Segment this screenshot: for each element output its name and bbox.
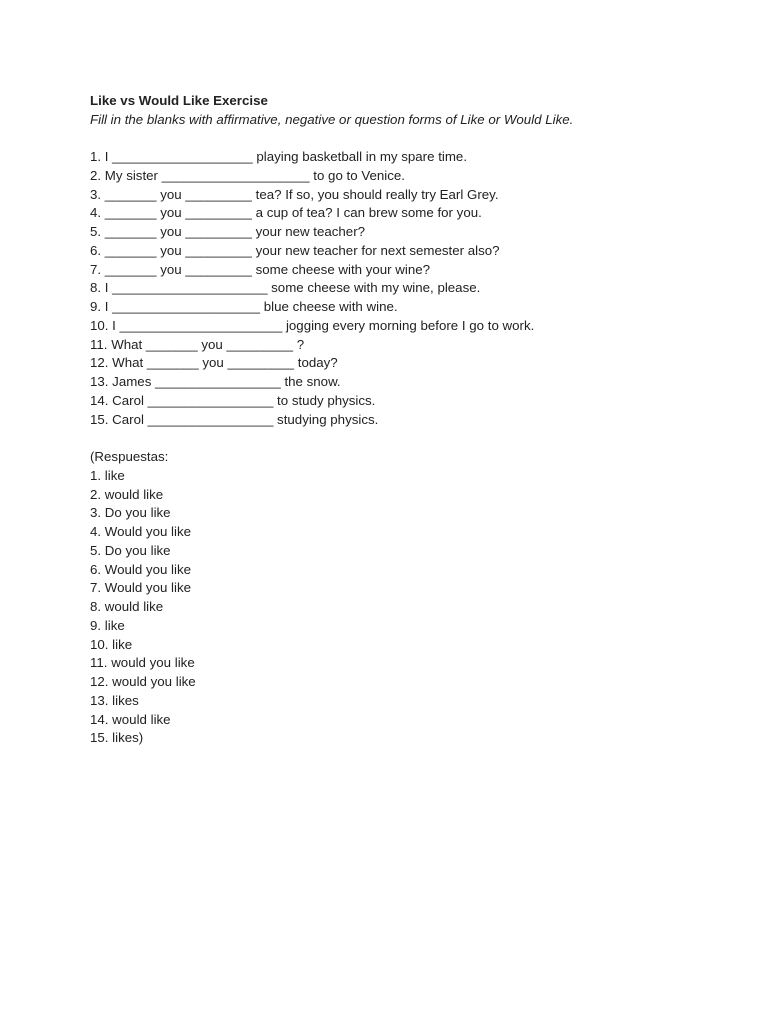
- answers-header: (Respuestas:: [90, 449, 169, 464]
- exercise-item: 11. What _______ you _________ ?: [90, 336, 305, 352]
- answer-item: 6. Would you like: [90, 561, 192, 577]
- exercise-item: 5. _______ you _________ your new teacher?: [90, 224, 366, 239]
- answer-item: 4. Would you like: [90, 524, 192, 539]
- exercise-item: 9. I ____________________ blue cheese with wine.: [90, 299, 398, 314]
- answer-item: 14. would like: [90, 711, 171, 727]
- exercise-item: 3. _______ you _________ tea? If so, you should really try Earl Grey.: [90, 186, 499, 202]
- answer-item: 15. likes): [90, 730, 144, 746]
- document-title: Like vs Would Like Exercise: [90, 93, 268, 108]
- answer-list: [90, 448, 730, 748]
- answer-item: 8. would like: [90, 599, 164, 614]
- answer-item: 11. would you like: [90, 655, 195, 671]
- exercise-item: 10. I ______________________ jogging every morning before I go to work.: [90, 317, 535, 333]
- section-spacer: [90, 429, 730, 448]
- answer-item: 3. Do you like: [90, 505, 171, 521]
- exercise-item: 13. James _________________ the snow.: [90, 374, 341, 389]
- exercise-item: 14. Carol _________________ to study physics.: [90, 392, 376, 408]
- exercise-item: 15. Carol _________________ studying physics.: [90, 411, 379, 427]
- document-page: [90, 91, 730, 748]
- answer-item: 5. Do you like: [90, 542, 171, 558]
- exercise-item: 6. _______ you _________ your new teacher for next semester also?: [90, 242, 500, 258]
- answer-item: 13. likes: [90, 692, 139, 708]
- exercise-item: 2. My sister ____________________ to go to Venice.: [90, 167, 405, 183]
- answer-item: 7. Would you like: [90, 580, 192, 596]
- exercise-item: 1. I ___________________ playing basketball in my spare time.: [90, 149, 468, 164]
- exercise-item: 7. _______ you _________ some cheese with your wine?: [90, 261, 431, 277]
- exercise-item: 12. What _______ you _________ today?: [90, 355, 338, 371]
- exercise-item: 8. I _____________________ some cheese with my wine, please.: [90, 280, 481, 296]
- exercise-item: 4. _______ you _________ a cup of tea? I can brew some for you.: [90, 205, 482, 221]
- answer-item: 2. would like: [90, 486, 164, 502]
- answer-item: 1. like: [90, 467, 125, 483]
- document-instructions: Fill in the blanks with affirmative, negative or question forms of Like or Would Like.: [90, 112, 574, 127]
- answer-item: 10. like: [90, 636, 133, 652]
- answer-item: 12. would you like: [90, 674, 196, 689]
- answer-item: 9. like: [90, 617, 125, 633]
- exercise-list: [90, 148, 730, 429]
